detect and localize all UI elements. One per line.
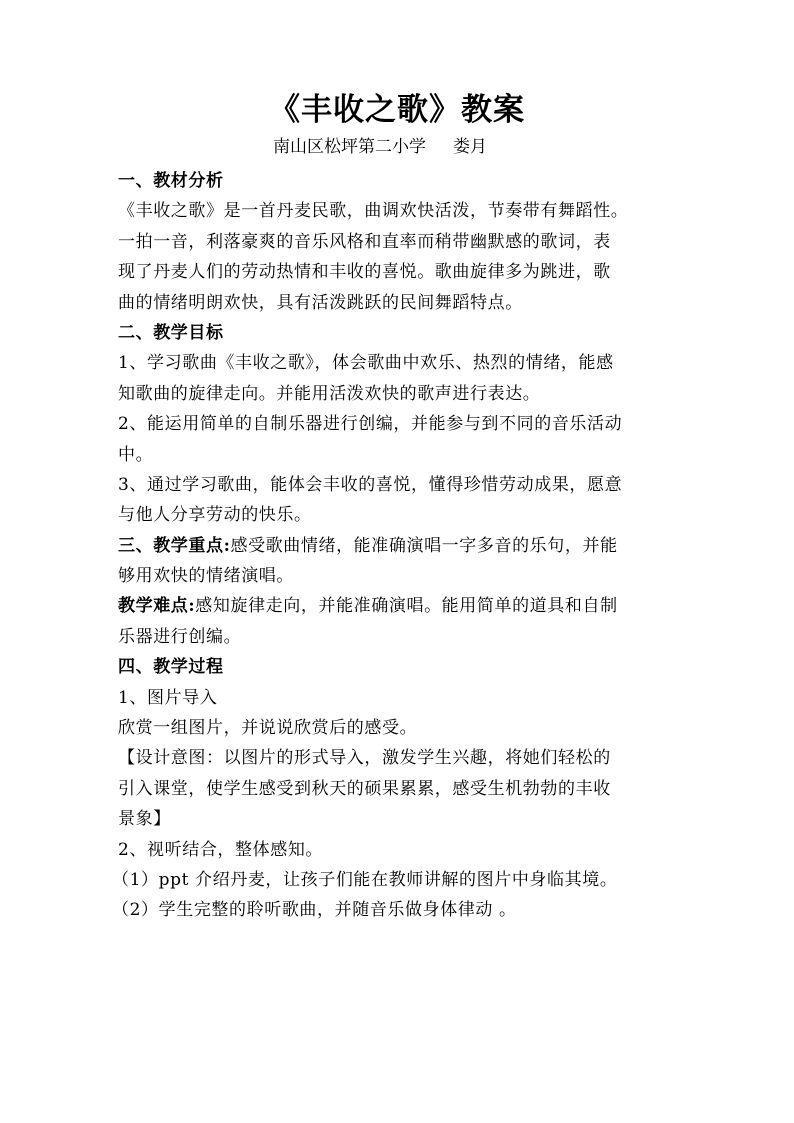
paragraph-line: 2、视听结合，整体感知。 bbox=[118, 839, 324, 860]
section-heading: 二、教学目标 bbox=[118, 322, 224, 343]
paragraph-line: 现了丹麦人们的劳动热情和丰收的喜悦。歌曲旋律多为跳进，歌 bbox=[118, 262, 611, 283]
paragraph-text: 感受歌曲情绪，能准确演唱一字多音的乐句，并能 bbox=[230, 535, 618, 556]
paragraph-line: 【设计意图：以图片的形式导入，激发学生兴趣，将她们轻松的 bbox=[118, 748, 611, 769]
paragraph-line: 《丰收之歌》是一首丹麦民歌，曲调欢快活泼，节奏带有舞蹈性。 bbox=[118, 201, 629, 222]
paragraph-line: 曲的情绪明朗欢快，具有活泼跳跃的民间舞蹈特点。 bbox=[118, 292, 523, 313]
section-heading: 一、教材分析 bbox=[118, 171, 224, 191]
paragraph-line: （1）ppt 介绍丹麦，让孩子们能在教师讲解的图片中身临其境。 bbox=[112, 869, 618, 890]
paragraph-line: （2）学生完整的聆听歌曲，并随音乐做身体律动 。 bbox=[112, 900, 517, 921]
paragraph-line: 欣赏一组图片，并说说欣赏后的感受。 bbox=[118, 718, 418, 739]
paragraph-line: 中。 bbox=[118, 444, 154, 465]
section-heading: 三、教学重点: bbox=[118, 535, 231, 556]
document-subtitle: 南山区松坪第二小学 娄月 bbox=[273, 137, 488, 157]
paragraph-line: 引入课堂，使学生感受到秋天的硕果累累，感受生机勃勃的丰收 bbox=[118, 778, 611, 799]
difficulty-line bbox=[118, 591, 678, 621]
paragraph-line: 够用欢快的情绪演唱。 bbox=[118, 566, 294, 587]
paragraph-line: 一拍一音，利落豪爽的音乐风格和直率而稍带幽默感的歌词，表 bbox=[118, 231, 611, 252]
paragraph-line: 与他人分享劳动的快乐。 bbox=[118, 505, 312, 526]
paragraph-line: 3、通过学习歌曲，能体会丰收的喜悦，懂得珍惜劳动成果，愿意 bbox=[118, 474, 623, 495]
paragraph-line: 乐器进行创编。 bbox=[118, 626, 242, 647]
document-body bbox=[112, 166, 678, 926]
document-title: 《丰收之歌》教案 bbox=[269, 92, 525, 128]
paragraph-text: 感知旋律走向，并能准确演唱。能用简单的道具和自制 bbox=[195, 596, 618, 617]
paragraph-line: 1、图片导入 bbox=[118, 687, 218, 708]
paragraph-line: 知歌曲的旋律走向。并能用活泼欢快的歌声进行表达。 bbox=[118, 383, 541, 404]
paragraph-line: 景象】 bbox=[118, 809, 171, 830]
section-heading: 四、教学过程 bbox=[118, 657, 224, 678]
key-points-line bbox=[118, 531, 678, 561]
section-heading: 教学难点: bbox=[118, 596, 196, 617]
paragraph-line: 1、学习歌曲《丰收之歌》，体会歌曲中欢乐、热烈的情绪，能感 bbox=[118, 353, 614, 374]
paragraph-line: 2、能运用简单的自制乐器进行创编，并能参与到不同的音乐活动 bbox=[118, 414, 623, 435]
